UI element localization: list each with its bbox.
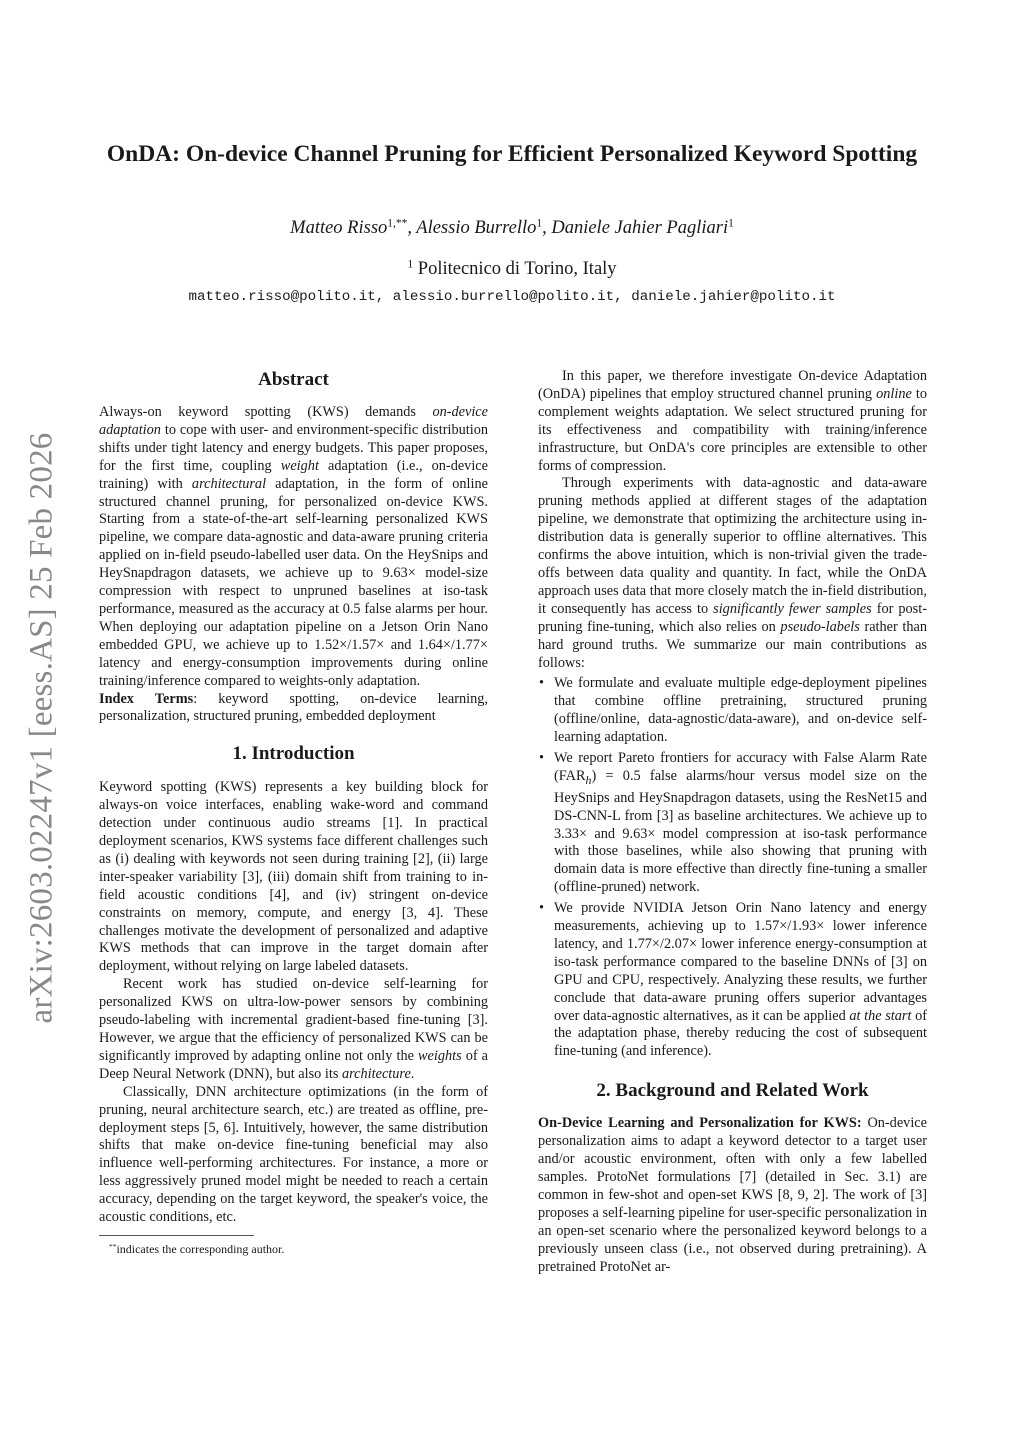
affiliation-name: Politecnico di Torino, Italy xyxy=(417,259,617,279)
intro-paragraph: In this paper, we therefore investigate On-device Adaptation (OnDA) pipelines that employ structured channel pruning online to complement weights adaptation. We select structured pruning for its effectiveness and compatibility with training/inference infrastructure, but OnDA's core principles are extensible to other forms of compression. xyxy=(538,368,928,474)
author-name: Matteo Risso xyxy=(290,218,388,238)
author-name: Alessio Burrello xyxy=(416,218,537,238)
footnote-divider xyxy=(99,1235,254,1236)
arxiv-identifier: arXiv:2603.02247v1 [eess.AS] 25 Feb 2026 xyxy=(23,432,60,1024)
footnote-mark: ** xyxy=(109,1241,117,1251)
affiliation-mark: 1 xyxy=(407,258,414,271)
affiliation xyxy=(100,259,924,280)
left-column xyxy=(99,368,488,1257)
author-affiliation-mark: 1 xyxy=(536,217,543,230)
intro-paragraph: Keyword spotting (KWS) represents a key building block for always-on voice interfaces, enabling wake-word and command detection under continuous audio streams [1]. In practical deployment scenarios, KWS systems face different challenges such as (i) dealing with keywords not seen during training [2], (ii) large inter-speaker variability [3], (iii) domain shift from training to in-field acoustic conditions [4], and (iv) stringent on-device constraints on memory, compute, and energy [3, 4]. These challenges motivate the development of personalized and adaptive KWS methods that can improve in the target domain after deployment, without relying on large labeled datasets. xyxy=(99,779,488,975)
author-name: Daniele Jahier Pagliari xyxy=(551,218,729,238)
intro-paragraph: Classically, DNN architecture optimizations (in the form of pruning, neural architecture search, etc.) are treated as offline, pre-deployment steps [5, 6]. Intuitively, however, the same distribution shifts that make on-device fine-tuning beneficial may also influence well-performing architectures. For instance, a more or less aggressively pruned model might be needed to reach a certain accuracy, depending on the target keyword, the speaker's voice, the acoustic conditions, etc. xyxy=(99,1083,488,1226)
list-item: • We formulate and evaluate multiple edge-deployment pipelines that combine offline pretraining, structured pruning (offline/online, data-agnostic/data-aware), and on-device self-learning adaptation. xyxy=(539,675,927,746)
intro-paragraph: Through experiments with data-agnostic and data-aware pruning methods applied at different stages of the adaptation pipeline, we demonstrate that optimizing the architecture using in-distribution data is generally superior to offline alternatives. This confirms the above intuition, which is non-trivial given the trade-offs between data quality and quantity. In fact, while the OnDA approach uses data that more closely match the in-field distribution, it consequently has access to significantly fewer samples for post-pruning fine-tuning, which also relies on pseudo-labels rather than hard ground truths. We summarize our main contributions as follows: xyxy=(538,475,927,671)
author-emails: matteo.risso@polito.it, alessio.burrello@polito.it, daniele.jahier@polito.it xyxy=(188,289,836,305)
bullet-marker: • xyxy=(539,675,545,692)
footnote-text: indicates the corresponding author. xyxy=(116,1241,285,1256)
abstract-text: Always-on keyword spotting (KWS) demands on-device adaptation to cope with user- and environment-specific distribution shifts under tight latency and energy budgets. This paper proposes, for the first time, coupling weight adaptation (i.e., on-device training) with architectural adaptation, in the form of online structured channel pruning, for personalized on-device KWS. Starting from a state-of-the-art self-learning personalized KWS pipeline, we compare data-agnostic and data-aware pruning criteria applied on in-field pseudo-labelled user data. On the HeySnips and HeySnapdragon datasets, we achieve up to 9.63× model-size compression with respect to unpruned baselines at iso-task performance, measured as the accuracy at 0.5 false alarms per hour. When deploying our adaptation pipeline on a Jetson Orin Nano embedded GPU, we achieve up to 1.52×/1.57× and 1.64×/1.77× latency and energy-consumption improvements during online training/inference compared to weights-only adaptation. xyxy=(99,404,488,689)
footnote xyxy=(99,1242,488,1257)
bullet-marker: • xyxy=(539,750,545,767)
author-list: Matteo Risso$^{1,**}$, Alessio Burrello$^1$, Daniele Jahier Pagliari$^1$ xyxy=(290,217,734,238)
bullet-marker: • xyxy=(539,900,545,917)
background-paragraph: On-Device Learning and Personalization for KWS: On-device personalization aims to adapt a keyword detector to a target user and/or acoustic environment, often with only a few labelled samples. ProtoNet formulations [7] (detailed in Sec. 3.1) are common in few-shot and open-set KWS [8, 9, 2]. The work of [3] proposes a self-learning pipeline for user-specific personalization in an open-set scenario where the personalized keyword belongs to a previously unseen class (i.e., not observed during pretraining). A pretrained ProtoNet ar- xyxy=(538,1115,927,1275)
intro-paragraph: Recent work has studied on-device self-learning for personalized KWS on ultra-low-power sensors by combining pseudo-labeling with incremental gradient-based fine-tuning [3]. However, we argue that the efficiency of personalized KWS can be significantly improved by adapting online not only the weights of a Deep Neural Network (DNN), but also its architecture. xyxy=(99,976,489,1082)
contributions-list xyxy=(538,675,927,1061)
arxiv-sidebar xyxy=(12,396,72,1060)
index-terms: Index Terms: keyword spotting, on-device learning, personalization, structured pruning, embedded deployment xyxy=(99,690,488,725)
author-affiliation-mark: 1,** xyxy=(387,217,408,230)
paper-title: OnDA: On-device Channel Pruning for Efficient Personalized Keyword Spotting xyxy=(106,141,918,167)
author-affiliation-mark: 1 xyxy=(728,217,734,230)
background-heading: 2. Background and Related Work xyxy=(596,1080,869,1102)
list-item: • We provide NVIDIA Jetson Orin Nano latency and energy measurements, achieving up to 1.57×/1.93× lower inference latency, and 1.77×/2.07× lower inference energy-consumption at iso-task performance compared to the baseline DNNs of [3] on GPU and CPU, respectively. Analyzing these results, we further conclude that data-aware pruning offers superior advantages over data-agnostic alternatives, as it can be applied at the start of the adaptation phase, thereby reducing the cost of subsequent fine-tuning (and inference). xyxy=(539,900,928,1060)
introduction-heading: 1. Introduction xyxy=(232,743,355,765)
abstract-heading: Abstract xyxy=(258,369,329,390)
list-item: • We report Pareto frontiers for accuracy with False Alarm Rate $(FAR_h) = 0.5$ false alarms/hour versus model size on the HeySnips and HeySnapdragon datasets, using the ResNet15 and DS-CNN-L from [3] as baseline architectures. We achieve up to 3.33× and 9.63× model compression at iso-task performance with those baselines, while also showing that pruning with domain data is more effective than directly fine-tuning a smaller (offline-pruned) network. xyxy=(539,750,927,896)
right-column xyxy=(538,368,927,1276)
